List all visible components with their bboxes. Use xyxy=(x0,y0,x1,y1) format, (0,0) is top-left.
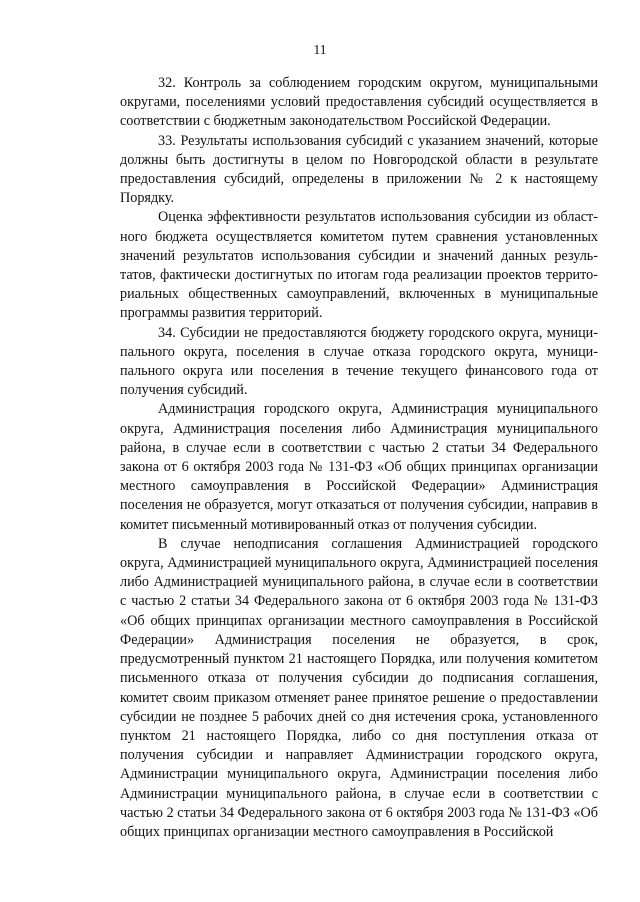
paragraph-refusal: Администрация городского округа, Администрация муниципального округа, Администрация поселения либо Администрация муниципального района, в случае если в соответствии с частью 2 статьи 34 Федерального закона от 6 октября 2003 года № 131-ФЗ «Об общих принципах организации местного самоуправления в Российской Федерации» Администрация поселения не образуется, могут отказаться от получения субсидии, направив в комитет письменный мотивированный отказ от получения субсидии. xyxy=(120,401,598,533)
page-number: 11 xyxy=(313,42,327,57)
paragraph-32: 32. Контроль за соблюдением городским округом, муниципальными округами, поселениями условий предоставления субсидий осуществляется в соответствии с бюджетным законодательством Российской Федерации. xyxy=(120,75,598,130)
paragraph-33: 33. Результаты использования субсидий с указанием значений, которые должны быть достигнуты в целом по Новгородской области в результате предоставления субсидий, определены в приложении № 2 к настоящему Порядку. xyxy=(120,132,598,207)
document-body xyxy=(120,74,598,842)
paragraph-evaluation: Оценка эффективности результатов использования субсидии из областного бюджета осуществляется комитетом путем сравнения установленных значений результатов использования субсидии и значений данных результатов, фактически достигнутых по итогам года реализации проектов территориальных общественных самоуправлений, включенных в муниципальные программы развития территорий. xyxy=(120,209,598,322)
paragraph-34: 34. Субсидии не предоставляются бюджету городского округа, муниципального округа, поселения в случае отказа городского округа, муниципального округа или поселения в течение текущего финансового года от получения субсидий. xyxy=(120,324,598,399)
paragraph-non-signing: В случае неподписания соглашения Администрацией городского округа, Администрацией муниципального округа, Администрацией поселения либо Администрацией муниципального района, в случае если в соответствии с частью 2 статьи 34 Федерального закона от 6 октября 2003 года № 131-ФЗ «Об общих принципах организации местного самоуправления в Российской Федерации» Администрация поселения не образуется, в срок, предусмотренный пунктом 21 настоящего Порядка, или получения комитетом письменного отказа от получения субсидии до подписания соглашения, комитет своим приказом отменяет ранее принятое решение о предоставлении субсидии не позднее 5 рабочих дней со дня истечения срока, установленного пунктом 21 настоящего Порядка, либо со дня поступления отказа от получения субсидии и направляет Администрации городского округа, Администрации муниципального округа, Администрации поселения либо Администрации муниципального района, в случае если в соответствии с частью 2 статьи 34 Федерального закона от 6 октября 2003 года № 131-ФЗ «Об общих принципах организации местного самоуправления в Российской xyxy=(120,535,598,840)
